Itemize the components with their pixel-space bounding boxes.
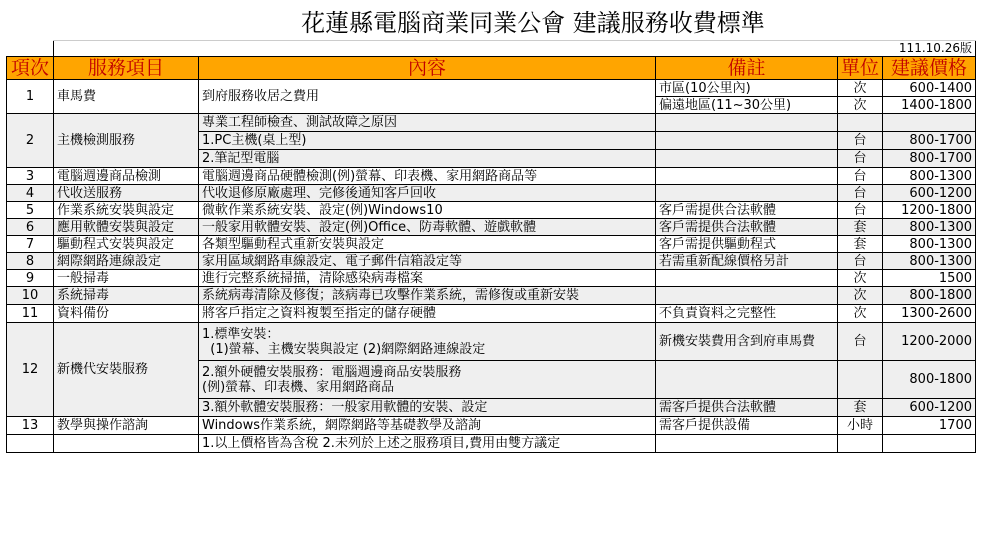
table-row	[7, 305, 976, 323]
row-no: 5	[7, 202, 54, 219]
row-unit: 次	[838, 97, 883, 114]
row-content: 到府服務收居之費用	[199, 80, 656, 114]
row-price: 600-1400	[883, 80, 976, 97]
row-unit: 台	[838, 168, 883, 185]
row-unit: 台	[838, 150, 883, 168]
col-header-service: 服務項目	[54, 57, 199, 80]
row-content: Windows作業系統，網際網路等基礎教學及諮詢	[199, 417, 656, 435]
price-table	[6, 6, 976, 453]
row-service: 一般掃毒	[54, 270, 199, 287]
row-price: 1500	[883, 270, 976, 287]
table-row	[7, 270, 976, 287]
row-note	[656, 168, 838, 185]
row-unit	[838, 114, 883, 132]
row-price: 800-1300	[883, 253, 976, 270]
row-note: 客戶需提供驅動程式	[656, 236, 838, 253]
header-row	[7, 57, 976, 80]
row-content	[199, 323, 656, 361]
row-no: 1	[7, 80, 54, 114]
footnote-row	[7, 435, 976, 453]
row-price: 800-1800	[883, 287, 976, 305]
row-content: 電腦週邊商品硬體檢測(例)螢幕、印表機、家用網路商品等	[199, 168, 656, 185]
row-no: 7	[7, 236, 54, 253]
row-note: 偏遠地區(11~30公里)	[656, 97, 838, 114]
row-note: 客戶需提供合法軟體	[656, 202, 838, 219]
row-content-line: 2.額外硬體安裝服務：電腦週邊商品安裝服務	[202, 364, 462, 380]
row-note: 不負責資料之完整性	[656, 305, 838, 323]
table-row	[7, 168, 976, 185]
row-content-line: (1)螢幕、主機安裝與設定 (2)網際網路連線設定	[202, 341, 486, 357]
row-service: 代收送服務	[54, 185, 199, 202]
row-content: 各類型驅動程式重新安裝與設定	[199, 236, 656, 253]
table-row	[7, 219, 976, 236]
row-no: 6	[7, 219, 54, 236]
table-row	[7, 417, 976, 435]
col-header-price: 建議價格	[883, 57, 976, 80]
row-content-line: (例)螢幕、印表機、家用網路商品	[202, 379, 395, 395]
row-no: 8	[7, 253, 54, 270]
row-note	[656, 287, 838, 305]
row-service: 資料備份	[54, 305, 199, 323]
col-header-unit: 單位	[838, 57, 883, 80]
row-unit: 小時	[838, 417, 883, 435]
row-content: 專業工程師檢查、測試故障之原因	[199, 114, 656, 132]
price-sheet	[6, 6, 975, 453]
row-unit: 次	[838, 270, 883, 287]
row-no: 4	[7, 185, 54, 202]
footnote: 1.以上價格皆為含稅 2.未列於上述之服務項目,費用由雙方議定	[199, 435, 656, 453]
row-service: 應用軟體安裝與設定	[54, 219, 199, 236]
row-service: 教學與操作諮詢	[54, 417, 199, 435]
row-content-line: 1.標準安裝：	[202, 326, 280, 342]
row-unit: 台	[838, 185, 883, 202]
row-no: 2	[7, 114, 54, 168]
table-row	[7, 323, 976, 361]
table-row	[7, 114, 976, 132]
col-header-content: 內容	[199, 57, 656, 80]
table-row	[7, 253, 976, 270]
row-price: 800-1800	[883, 361, 976, 399]
row-no: 10	[7, 287, 54, 305]
row-service: 車馬費	[54, 80, 199, 114]
row-content: 一般家用軟體安裝、設定(例)Office、防毒軟體、遊戲軟體	[199, 219, 656, 236]
row-note: 客戶需提供合法軟體	[656, 219, 838, 236]
row-price: 1400-1800	[883, 97, 976, 114]
row-price	[883, 114, 976, 132]
row-unit: 台	[838, 323, 883, 361]
row-no: 9	[7, 270, 54, 287]
row-unit	[838, 361, 883, 399]
row-note	[656, 150, 838, 168]
row-no: 3	[7, 168, 54, 185]
row-service: 作業系統安裝與設定	[54, 202, 199, 219]
row-service: 系統掃毒	[54, 287, 199, 305]
row-price: 800-1700	[883, 150, 976, 168]
row-price: 600-1200	[883, 399, 976, 417]
row-unit: 次	[838, 80, 883, 97]
row-service: 電腦週邊商品檢測	[54, 168, 199, 185]
row-unit: 台	[838, 202, 883, 219]
row-content: 微軟作業系統安裝、設定(例)Windows10	[199, 202, 656, 219]
row-price: 1200-1800	[883, 202, 976, 219]
row-price: 1300-2600	[883, 305, 976, 323]
row-unit: 次	[838, 305, 883, 323]
row-unit: 套	[838, 219, 883, 236]
row-price: 800-1300	[883, 219, 976, 236]
row-note	[656, 361, 838, 399]
row-content	[199, 361, 656, 399]
row-service: 驅動程式安裝與設定	[54, 236, 199, 253]
row-note: 市區(10公里內)	[656, 80, 838, 97]
row-content: 系統病毒清除及修復；該病毒已攻擊作業系統，需修復或重新安裝	[199, 287, 656, 305]
row-service: 新機代安裝服務	[54, 323, 199, 417]
row-note	[656, 185, 838, 202]
table-row	[7, 236, 976, 253]
row-note: 若需重新配線價格另計	[656, 253, 838, 270]
row-note	[656, 270, 838, 287]
row-unit: 套	[838, 236, 883, 253]
row-unit: 套	[838, 399, 883, 417]
row-content: 將客戶指定之資料複製至指定的儲存硬體	[199, 305, 656, 323]
row-content: 2.筆記型電腦	[199, 150, 656, 168]
row-price: 1200-2000	[883, 323, 976, 361]
row-note: 需客戶提供合法軟體	[656, 399, 838, 417]
row-unit: 台	[838, 253, 883, 270]
col-header-note: 備註	[656, 57, 838, 80]
row-price: 800-1300	[883, 168, 976, 185]
row-content: 進行完整系統掃描，清除感染病毒檔案	[199, 270, 656, 287]
col-header-no: 項次	[7, 57, 54, 80]
table-row	[7, 80, 976, 97]
row-content: 代收退修原廠處理、完修後通知客戶回收	[199, 185, 656, 202]
row-note: 需客戶提供設備	[656, 417, 838, 435]
table-row	[7, 287, 976, 305]
row-content: 3.額外軟體安裝服務：一般家用軟體的安裝、設定	[199, 399, 656, 417]
row-service: 主機檢測服務	[54, 114, 199, 168]
row-price: 600-1200	[883, 185, 976, 202]
table-row	[7, 202, 976, 219]
table-row	[7, 185, 976, 202]
row-note	[656, 114, 838, 132]
row-no: 12	[7, 323, 54, 417]
row-price: 800-1700	[883, 132, 976, 150]
row-no: 13	[7, 417, 54, 435]
row-unit: 次	[838, 287, 883, 305]
row-price: 800-1300	[883, 236, 976, 253]
page-title: 花蓮縣電腦商業同業公會 建議服務收費標準	[54, 6, 976, 41]
row-note: 新機安裝費用含到府車馬費	[656, 323, 838, 361]
row-note	[656, 132, 838, 150]
version-label: 111.10.26版	[54, 41, 976, 57]
row-price: 1700	[883, 417, 976, 435]
row-content: 1.PC主機(桌上型)	[199, 132, 656, 150]
row-content: 家用區域網路車線設定、電子郵件信箱設定等	[199, 253, 656, 270]
row-service: 網際網路連線設定	[54, 253, 199, 270]
row-no: 11	[7, 305, 54, 323]
row-unit: 台	[838, 132, 883, 150]
